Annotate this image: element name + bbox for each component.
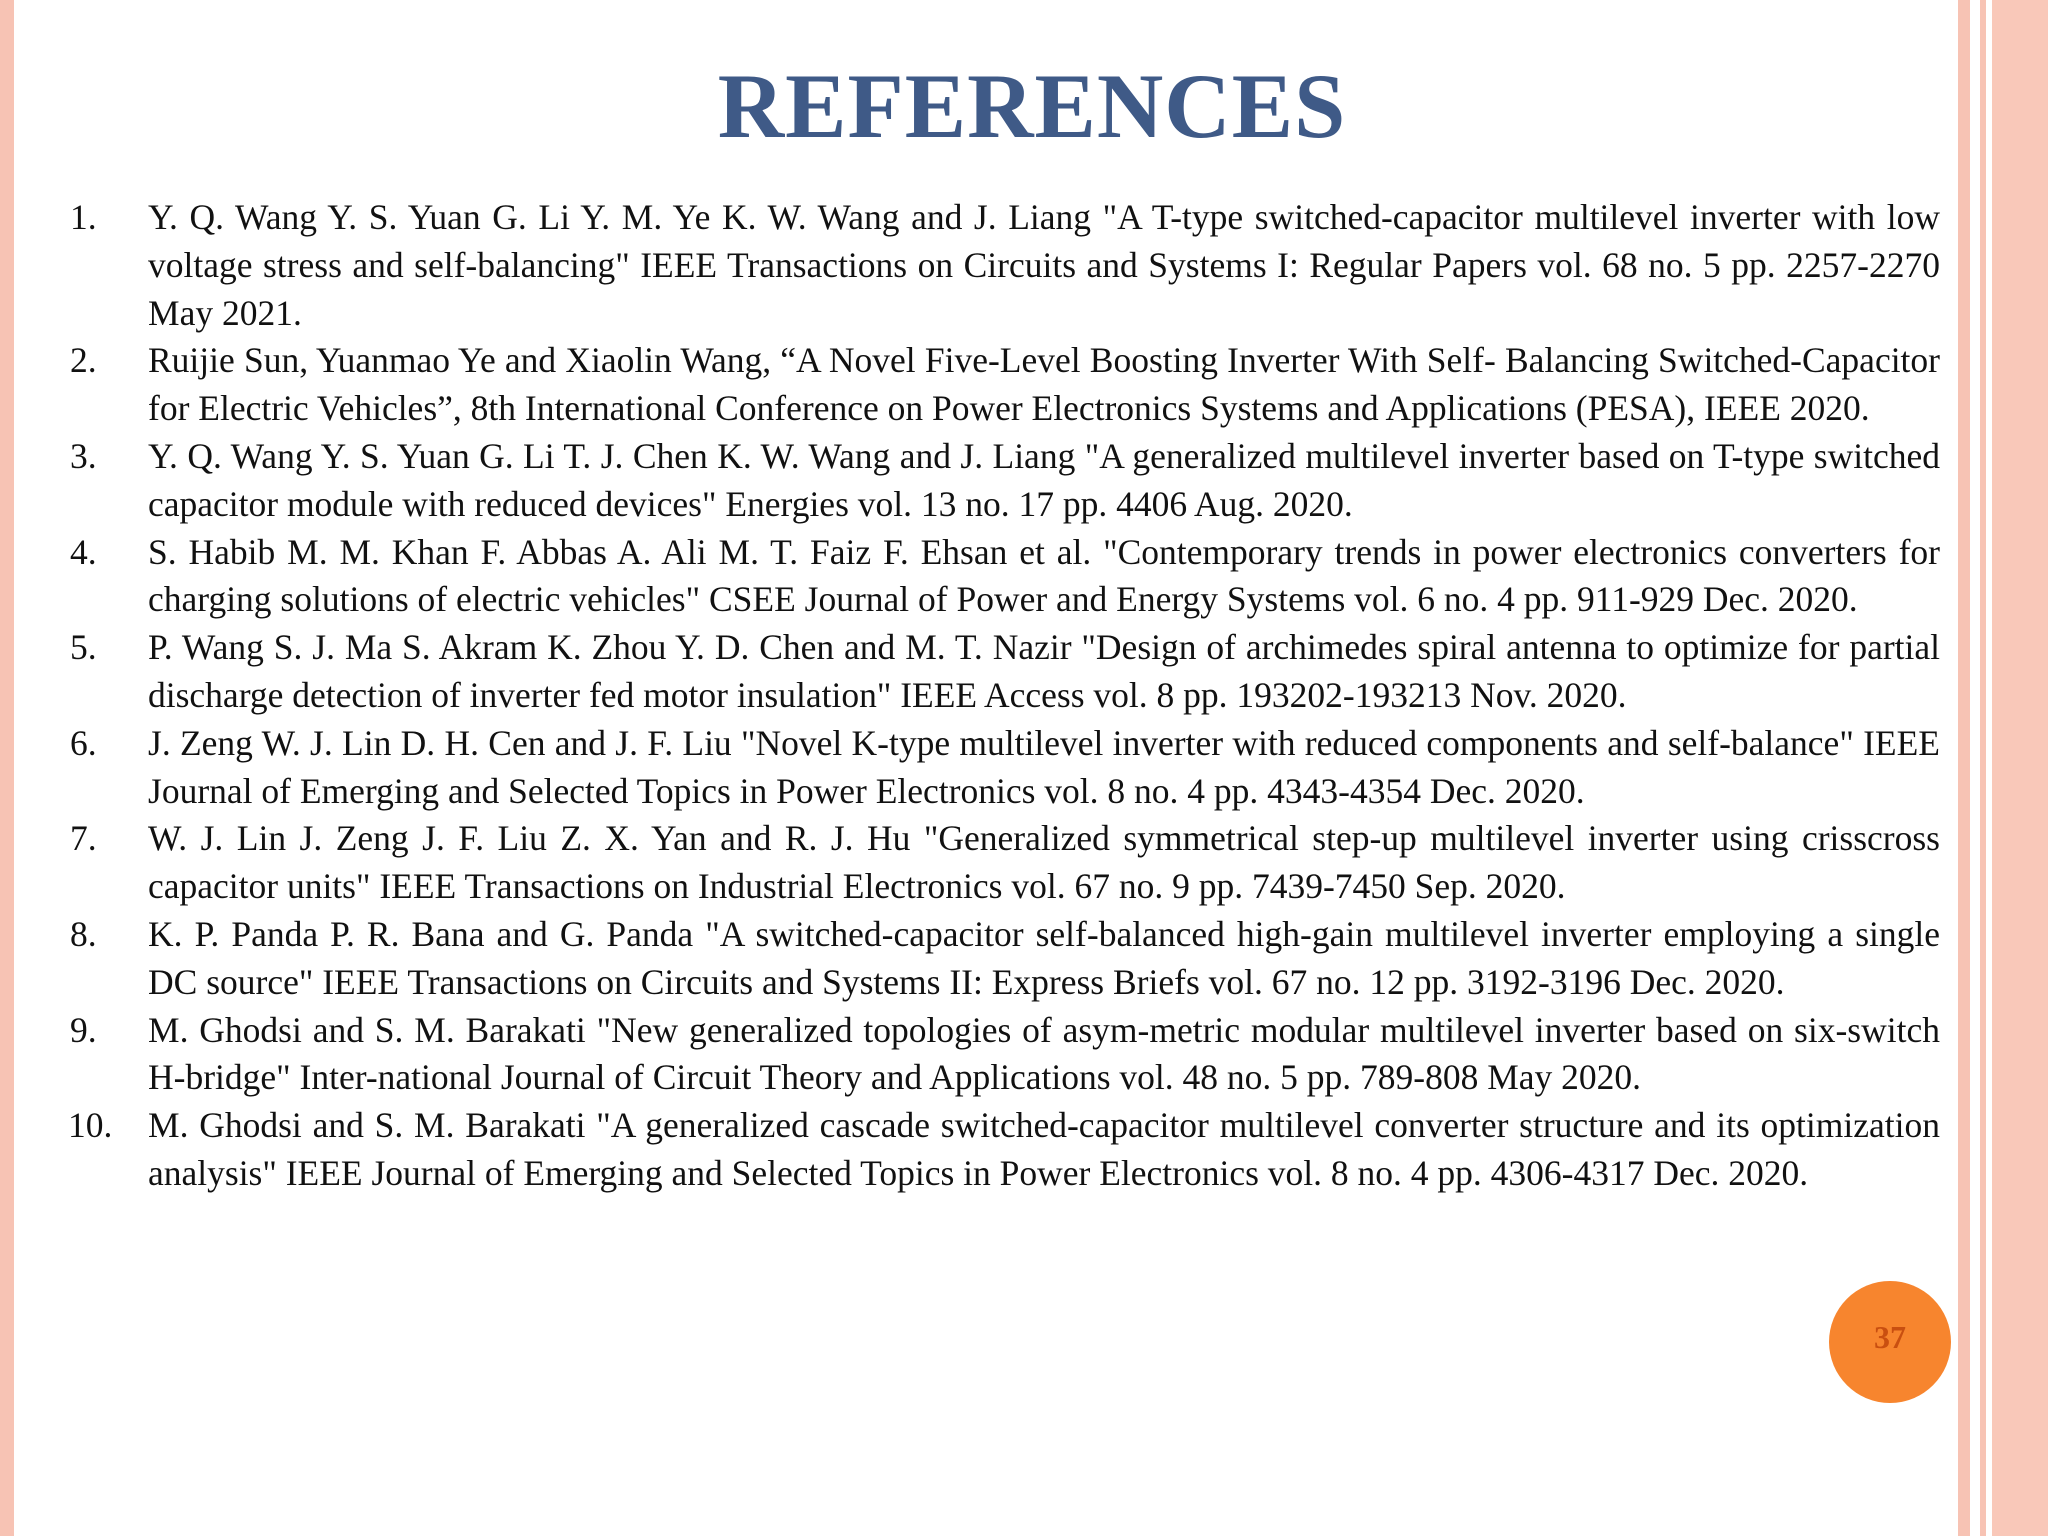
reference-item <box>70 720 1940 816</box>
reference-text: S. Habib M. M. Khan F. Abbas A. Ali M. T. Faiz F. Ehsan et al. "Contemporary trends in power electronics converters for charging solutions of electric vehicles" CSEE Journal of Power and Energy Systems vol. 6 no. 4 pp. 911-929 Dec. 2020. <box>148 531 1940 620</box>
reference-item <box>70 1102 1940 1198</box>
reference-number: 6. <box>70 722 97 763</box>
reference-item <box>70 529 1940 625</box>
reference-item <box>70 624 1940 720</box>
reference-text: J. Zeng W. J. Lin D. H. Cen and J. F. Liu "Novel K-type multilevel inverter with reduced components and self-balance" IEEE Journal of Emerging and Selected Topics in Power Electronics vol. 8 no. 4 pp. 4343-4354 Dec. 2020. <box>148 722 1940 811</box>
reference-item <box>70 911 1940 1007</box>
reference-item <box>70 433 1940 529</box>
reference-text: Y. Q. Wang Y. S. Yuan G. Li Y. M. Ye K. W. Wang and J. Liang "A T-type switched-capacitor multilevel inverter with low voltage stress and self-balancing" IEEE Transactions on Circuits and Systems I: Regular Papers vol. 68 no. 5 pp. 2257-2270 May 2021. <box>148 197 1940 333</box>
reference-number: 8. <box>70 913 97 954</box>
reference-text: M. Ghodsi and S. M. Barakati "New generalized topologies of asym-metric modular multilevel inverter based on six-switch H-bridge" Inter-national Journal of Circuit Theory and Applications vol. 48 no. 5 pp. 789-808 May 2020. <box>148 1009 1940 1098</box>
reference-number: 4. <box>70 531 97 572</box>
right-border-stripe <box>1958 0 1970 1536</box>
reference-text: W. J. Lin J. Zeng J. F. Liu Z. X. Yan and R. J. Hu "Generalized symmetrical step-up multilevel inverter using crisscross capacitor units" IEEE Transactions on Industrial Electronics vol. 67 no. 9 pp. 7439-7450 Sep. 2020. <box>148 818 1940 907</box>
reference-text: P. Wang S. J. Ma S. Akram K. Zhou Y. D. Chen and M. T. Nazir "Design of archimedes spiral antenna to optimize for partial discharge detection of inverter fed motor insulation" IEEE Access vol. 8 pp. 193202-193213 Nov. 2020. <box>148 627 1940 715</box>
reference-number: 3. <box>70 435 97 476</box>
left-border-bar <box>0 0 14 1536</box>
reference-number: 5. <box>70 627 97 668</box>
slide-title: REFERENCES <box>717 55 1347 157</box>
reference-number: 10. <box>68 1105 113 1146</box>
reference-number: 2. <box>70 340 97 381</box>
reference-item <box>70 1007 1940 1103</box>
reference-item <box>70 337 1940 433</box>
reference-text: K. P. Panda P. R. Bana and G. Panda "A switched-capacitor self-balanced high-gain multilevel inverter employing a single DC source" IEEE Transactions on Circuits and Systems II: Express Briefs vol. 67 no. 12 pp. 3192-3196 Dec. 2020. <box>148 913 1940 1002</box>
reference-text: Ruijie Sun, Yuanmao Ye and Xiaolin Wang, “A Novel Five-Level Boosting Inverter With Self- Balancing Switched-Capacitor for Electric Vehicles”, 8th International Conference on Power Electronics Systems and Applications (PESA), IEEE 2020. <box>148 340 1940 429</box>
reference-number: 1. <box>70 197 97 237</box>
reference-list <box>70 194 1940 1198</box>
right-border-bars <box>1958 0 2048 1536</box>
reference-number: 9. <box>70 1009 97 1050</box>
reference-item <box>70 815 1940 911</box>
reference-number: 7. <box>70 818 97 859</box>
reference-text: M. Ghodsi and S. M. Barakati "A generalized cascade switched-capacitor multilevel converter structure and its optimization analysis" IEEE Journal of Emerging and Selected Topics in Power Electronics vol. 8 no. 4 pp. 4306-4317 Dec. 2020. <box>148 1105 1940 1193</box>
page-number: 37 <box>1874 1319 1906 1355</box>
reference-item <box>70 194 1940 337</box>
right-border-stripe <box>1980 0 1986 1536</box>
reference-text: Y. Q. Wang Y. S. Yuan G. Li T. J. Chen K. W. Wang and J. Liang "A generalized multilevel inverter based on T-type switched capacitor module with reduced devices" Energies vol. 13 no. 17 pp. 4406 Aug. 2020. <box>148 435 1940 524</box>
right-border-stripe <box>1992 0 2048 1536</box>
